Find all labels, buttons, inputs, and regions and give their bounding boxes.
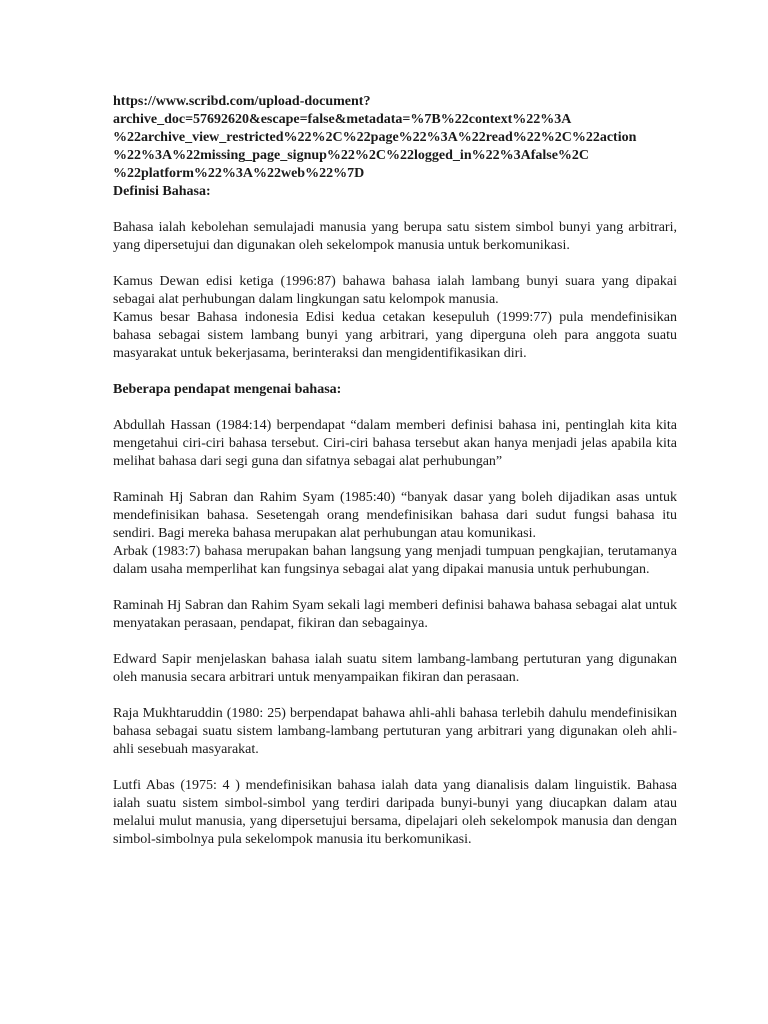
spacer	[113, 399, 677, 417]
source-url-line: %22%3A%22missing_page_signup%22%2C%22logged_in%22%3Afalse%2C	[113, 148, 590, 163]
section-title-definisi: Definisi Bahasa:	[113, 184, 211, 199]
spacer	[113, 687, 677, 705]
paragraph: Raja Mukhtaruddin (1980: 25) berpendapat bahawa ahli-ahli bahasa terlebih dahulu mendefinisikan bahasa sebagai suatu sistem lambang-lambang pertuturan yang arbitrari yang digunakan oleh ahli-ahli sesebuah masyarakat.	[113, 706, 677, 757]
paragraph: Raminah Hj Sabran dan Rahim Syam sekali lagi memberi definisi bahawa bahasa sebagai alat untuk menyatakan perasaan, pendapat, fikiran dan sebagainya.	[113, 598, 677, 631]
document-body	[113, 93, 677, 849]
paragraph: Raminah Hj Sabran dan Rahim Syam (1985:40) “banyak dasar yang boleh dijadikan asas untuk mendefinisikan bahasa. Sesetengah orang mendefinisikan bahasa dari sudut fungsi bahasa itu sendiri. Bagi mereka bahasa merupakan alat perhubungan atau komunikasi.	[113, 490, 677, 541]
source-url-line: https://www.scribd.com/upload-document?	[113, 94, 371, 109]
spacer	[113, 633, 677, 651]
paragraph: Kamus Dewan edisi ketiga (1996:87) bahawa bahasa ialah lambang bunyi suara yang dipakai sebagai alat perhubungan dalam lingkungan satu kelompok manusia.	[113, 274, 677, 307]
spacer	[113, 579, 677, 597]
paragraph: Edward Sapir menjelaskan bahasa ialah suatu sitem lambang-lambang pertuturan yang digunakan oleh manusia secara arbitrari untuk menyampaikan fikiran dan perasaan.	[113, 652, 677, 685]
spacer	[113, 363, 677, 381]
paragraph: Abdullah Hassan (1984:14) berpendapat “dalam memberi definisi bahasa ini, pentinglah kita kita mengetahui ciri-ciri bahasa tersebut. Ciri-ciri bahasa tersebut akan hanya menjadi jelas apabila kita melihat bahasa dari segi guna dan sifatnya sebagai alat perhubungan”	[113, 418, 677, 469]
source-url-line: %22platform%22%3A%22web%22%7D	[113, 166, 365, 181]
paragraph: Kamus besar Bahasa indonesia Edisi kedua cetakan kesepuluh (1999:77) pula mendefinisikan bahasa sebagai sistem lambang bunyi yang arbitrari, yang diperguna oleh para anggota suatu masyarakat untuk bekerjasama, berinteraksi dan mengidentifikasikan diri.	[113, 310, 677, 361]
paragraph: Arbak (1983:7) bahasa merupakan bahan langsung yang menjadi tumpuan pengkajian, terutamanya dalam usaha memperlihat kan fungsinya sebagai alat yang dipakai manusia untuk perhubungan.	[113, 544, 677, 577]
spacer	[113, 255, 677, 273]
source-url[interactable]	[113, 93, 677, 183]
spacer	[113, 759, 677, 777]
spacer	[113, 471, 677, 489]
paragraph: Lutfi Abas (1975: 4 ) mendefinisikan bahasa ialah data yang dianalisis dalam linguistik. Bahasa ialah suatu sistem simbol-simbol yang terdiri daripada bunyi-bunyi yang diucapkan dalam atau melalui mulut manusia, yang dipersetujui bersama, dipelajari oleh sekelompok manusia dan dengan simbol-simbolnya pula sekelompok manusia itu berkomunikasi.	[113, 778, 677, 847]
source-url-line: archive_doc=57692620&escape=false&metadata=%7B%22context%22%3A	[113, 112, 572, 127]
paragraph: Bahasa ialah kebolehan semulajadi manusia yang berupa satu sistem simbol bunyi yang arbitrari, yang dipersetujui dan digunakan oleh sekelompok manusia untuk berkomunikasi.	[113, 220, 677, 253]
source-url-line: %22archive_view_restricted%22%2C%22page%22%3A%22read%22%2C%22action	[113, 130, 637, 145]
spacer	[113, 201, 677, 219]
section-title-pendapat: Beberapa pendapat mengenai bahasa:	[113, 382, 342, 397]
